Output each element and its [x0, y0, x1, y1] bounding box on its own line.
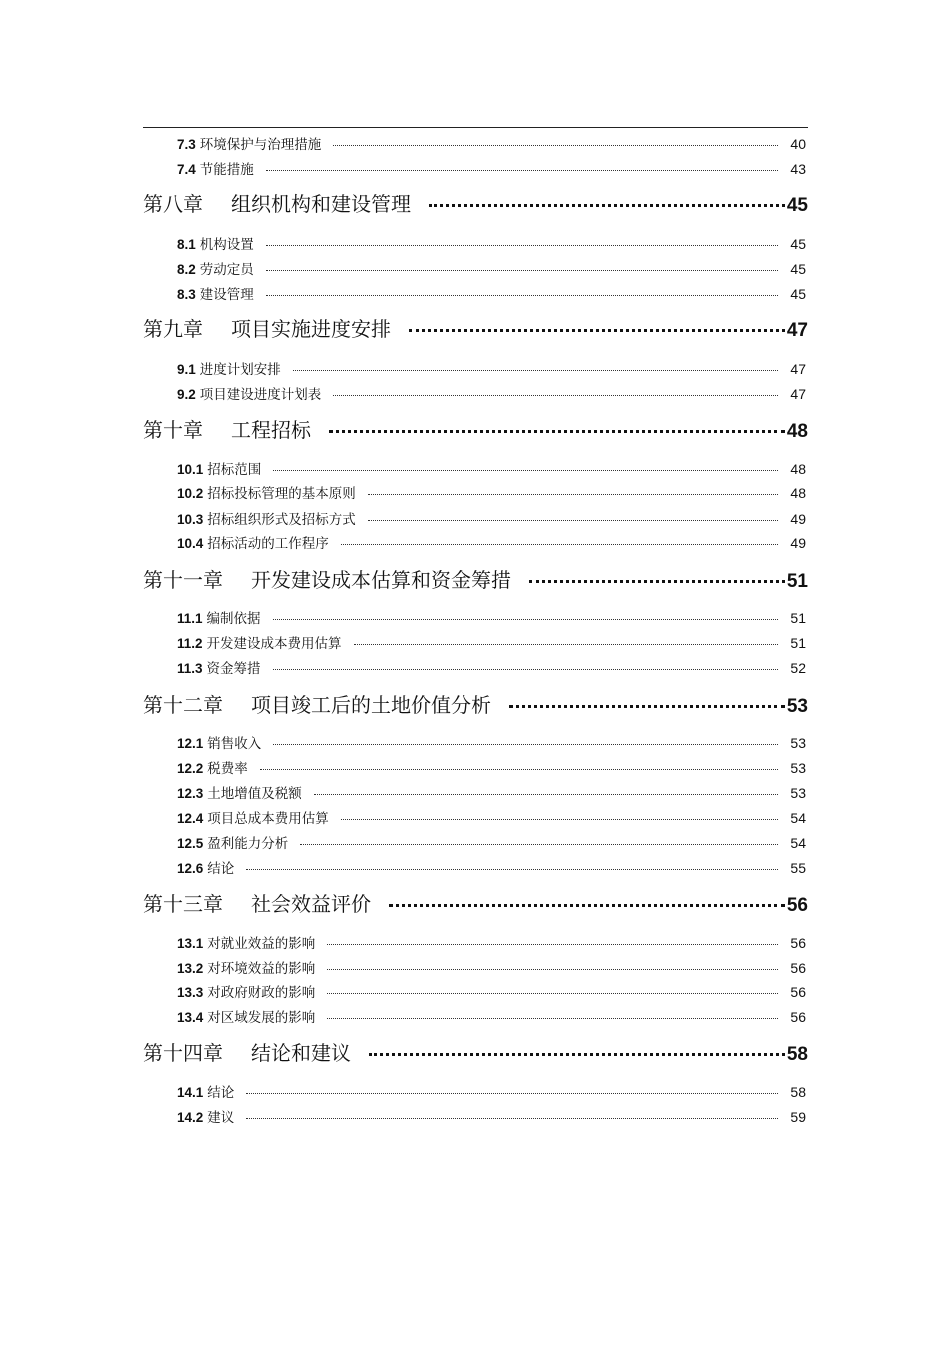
toc-section-entry[interactable]: [177, 258, 806, 280]
dot-leader: [341, 818, 778, 820]
toc-chapter-entry[interactable]: [143, 313, 808, 343]
section-title: 销售收入: [207, 736, 262, 752]
toc-chapter-entry[interactable]: [143, 1037, 808, 1067]
chapter-label: 第九章: [143, 317, 203, 341]
section-title: 对就业效益的影响: [207, 936, 316, 952]
section-number: 10.3: [177, 512, 204, 527]
toc-section-entry[interactable]: [177, 632, 806, 654]
dot-leader: [333, 144, 778, 146]
dot-leader: [266, 169, 778, 171]
dot-leader: [246, 1092, 778, 1094]
page-number: 43: [790, 161, 806, 177]
chapter-label: 第十一章: [143, 568, 223, 592]
dot-leader: [341, 543, 778, 545]
chapter-title: 开发建设成本估算和资金筹措: [251, 568, 511, 592]
section-title: 机构设置: [199, 237, 254, 253]
toc-section-entry[interactable]: [177, 458, 806, 480]
section-number: 13.3: [177, 985, 204, 1000]
chapter-label: 第十二章: [143, 693, 223, 717]
section-number: 12.1: [177, 736, 204, 751]
toc-section-entry[interactable]: [177, 283, 806, 305]
section-title: 招标活动的工作程序: [207, 536, 329, 552]
dot-leader: [369, 1052, 785, 1056]
page-number: 54: [790, 810, 806, 826]
section-number: 8.2: [177, 262, 196, 277]
toc-section-entry[interactable]: [177, 782, 806, 804]
section-title: 资金筹措: [206, 661, 261, 677]
dot-leader: [266, 244, 778, 246]
dot-leader: [529, 579, 785, 583]
toc-section-entry[interactable]: [177, 158, 806, 180]
section-number: 11.3: [177, 661, 203, 676]
page-number: 52: [790, 660, 806, 676]
toc-section-entry[interactable]: [177, 233, 806, 255]
page-number: 49: [790, 511, 806, 527]
section-number: 10.4: [177, 536, 204, 551]
page-number: 53: [790, 735, 806, 751]
dot-leader: [246, 868, 778, 870]
chapter-title: 工程招标: [231, 418, 311, 442]
section-title: 对区域发展的影响: [207, 1010, 316, 1026]
section-number: 14.1: [177, 1085, 204, 1100]
toc-section-entry[interactable]: [177, 383, 806, 405]
section-title: 建议: [207, 1110, 235, 1126]
section-number: 7.4: [177, 162, 196, 177]
page-number: 53: [790, 785, 806, 801]
dot-leader: [329, 429, 785, 433]
page-number: 40: [790, 136, 806, 152]
page-number: 56: [786, 895, 808, 916]
section-title: 建设管理: [199, 287, 254, 303]
section-title: 结论: [207, 1085, 235, 1101]
toc-chapter-entry[interactable]: [143, 689, 808, 719]
page-number: 59: [790, 1109, 806, 1125]
dot-leader: [409, 328, 785, 332]
dot-leader: [273, 743, 778, 745]
section-title: 招标组织形式及招标方式: [207, 512, 356, 528]
dot-leader: [327, 1017, 778, 1019]
toc-section-entry[interactable]: [177, 832, 806, 854]
dot-leader: [389, 903, 785, 907]
dot-leader: [327, 943, 778, 945]
page-number: 55: [790, 860, 806, 876]
dot-leader: [314, 793, 778, 795]
toc-chapter-entry[interactable]: [143, 888, 808, 918]
chapter-title: 组织机构和建设管理: [231, 192, 411, 216]
dot-leader: [354, 643, 778, 645]
section-number: 8.1: [177, 237, 196, 252]
section-number: 10.2: [177, 486, 204, 501]
section-number: 13.2: [177, 961, 204, 976]
page-number: 47: [790, 361, 806, 377]
page-number: 45: [790, 261, 806, 277]
page-number: 56: [790, 1009, 806, 1025]
page-number: 51: [790, 635, 806, 651]
section-title: 土地增值及税额: [207, 786, 302, 802]
toc-section-entry[interactable]: [177, 1006, 806, 1028]
chapter-label: 第十章: [143, 418, 203, 442]
page-number: 45: [790, 286, 806, 302]
section-title: 招标投标管理的基本原则: [207, 486, 356, 502]
dot-leader: [368, 519, 778, 521]
dot-leader: [273, 668, 778, 670]
page-number: 49: [790, 535, 806, 551]
dot-leader: [327, 992, 778, 994]
dot-leader: [273, 618, 778, 620]
section-title: 项目总成本费用估算: [207, 811, 329, 827]
dot-leader: [293, 369, 778, 371]
page-number: 51: [786, 571, 808, 592]
section-number: 7.3: [177, 137, 196, 152]
toc-section-entry[interactable]: [177, 807, 806, 829]
toc-chapter-entry[interactable]: [143, 414, 808, 444]
section-title: 节能措施: [199, 162, 254, 178]
toc-section-entry[interactable]: [177, 1081, 806, 1103]
section-number: 12.2: [177, 761, 204, 776]
toc-section-entry[interactable]: [177, 732, 806, 754]
section-title: 盈利能力分析: [207, 836, 289, 852]
section-title: 结论: [207, 861, 235, 877]
section-number: 8.3: [177, 287, 196, 302]
dot-leader: [300, 843, 778, 845]
page-number: 48: [790, 485, 806, 501]
dot-leader: [266, 294, 778, 296]
page-number: 56: [790, 984, 806, 1000]
toc-section-entry[interactable]: [177, 133, 806, 155]
toc-section-entry[interactable]: [177, 857, 806, 879]
toc-section-entry[interactable]: [177, 482, 806, 504]
page-number: 56: [790, 935, 806, 951]
page-number: 53: [786, 696, 808, 717]
toc-section-entry[interactable]: [177, 957, 806, 979]
page-number: 47: [786, 320, 808, 341]
page-number: 48: [790, 461, 806, 477]
toc-chapter-entry[interactable]: [143, 564, 808, 594]
toc-section-entry[interactable]: [177, 358, 806, 380]
section-title: 招标范围: [207, 462, 262, 478]
dot-leader: [509, 704, 785, 708]
chapter-label: 第十四章: [143, 1041, 223, 1065]
chapter-label: 第十三章: [143, 892, 223, 916]
section-number: 10.1: [177, 462, 204, 477]
dot-leader: [368, 493, 778, 495]
section-number: 12.6: [177, 861, 204, 876]
page-number: 45: [786, 195, 808, 216]
section-title: 项目建设进度计划表: [199, 387, 322, 403]
chapter-title: 项目竣工后的土地价值分析: [251, 693, 491, 717]
section-title: 开发建设成本费用估算: [206, 636, 342, 652]
section-title: 对政府财政的影响: [207, 985, 316, 1001]
dot-leader: [266, 269, 778, 271]
dot-leader: [246, 1117, 778, 1119]
toc-section-entry[interactable]: [177, 508, 806, 530]
toc-section-entry[interactable]: [177, 607, 806, 629]
page-number: 58: [790, 1084, 806, 1100]
dot-leader: [260, 768, 778, 770]
page-number: 48: [786, 421, 808, 442]
toc-section-entry[interactable]: [177, 932, 806, 954]
dot-leader: [327, 968, 778, 970]
section-number: 12.5: [177, 836, 204, 851]
chapter-label: 第八章: [143, 192, 203, 216]
toc-section-entry[interactable]: [177, 757, 806, 779]
section-title: 对环境效益的影响: [207, 961, 316, 977]
toc-section-entry[interactable]: [177, 1106, 806, 1128]
section-number: 9.2: [177, 387, 196, 402]
chapter-title: 结论和建议: [251, 1041, 351, 1065]
section-title: 进度计划安排: [199, 362, 281, 378]
section-number: 9.1: [177, 362, 196, 377]
section-number: 12.3: [177, 786, 204, 801]
chapter-title: 社会效益评价: [251, 892, 371, 916]
chapter-title: 项目实施进度安排: [231, 317, 391, 341]
page-number: 58: [786, 1044, 808, 1065]
section-title: 劳动定员: [199, 262, 254, 278]
toc-section-entry[interactable]: [177, 532, 806, 554]
toc-section-entry[interactable]: [177, 657, 806, 679]
dot-leader: [429, 203, 785, 207]
toc-chapter-entry[interactable]: [143, 188, 808, 218]
section-number: 13.4: [177, 1010, 204, 1025]
page-number: 56: [790, 960, 806, 976]
section-number: 12.4: [177, 811, 204, 826]
page-number: 53: [790, 760, 806, 776]
section-number: 14.2: [177, 1110, 204, 1125]
page-number: 54: [790, 835, 806, 851]
page-number: 45: [790, 236, 806, 252]
dot-leader: [273, 469, 778, 471]
page-number: 47: [790, 386, 806, 402]
section-number: 11.2: [177, 636, 203, 651]
dot-leader: [333, 394, 778, 396]
section-title: 环境保护与治理措施: [199, 137, 322, 153]
section-title: 税费率: [207, 761, 248, 777]
section-number: 13.1: [177, 936, 204, 951]
section-title: 编制依据: [206, 611, 261, 627]
toc-section-entry[interactable]: [177, 981, 806, 1003]
page-number: 51: [790, 610, 806, 626]
section-number: 11.1: [177, 611, 203, 626]
